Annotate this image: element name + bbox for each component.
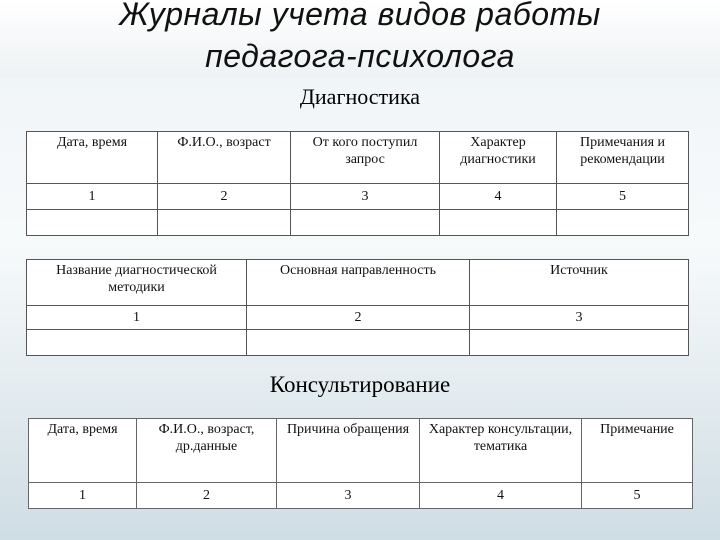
column-number: 1 (29, 483, 137, 509)
column-number: 3 (470, 306, 689, 330)
empty-cell (470, 330, 689, 356)
table-number-row (27, 306, 689, 330)
column-number: 2 (137, 483, 277, 509)
header-cell: От кого поступил запрос (291, 132, 440, 184)
empty-cell (291, 210, 440, 236)
empty-cell (247, 330, 470, 356)
diagnostic-methods-table (26, 259, 689, 356)
empty-cell (158, 210, 291, 236)
consulting-table (28, 418, 693, 509)
header-cell: Примечание (582, 419, 693, 483)
header-cell: Дата, время (29, 419, 137, 483)
table-number-row (27, 184, 689, 210)
header-cell: Название диагностической методики (27, 260, 247, 306)
section-heading-diagnostics: Диагностика (299, 84, 421, 109)
table-row (27, 210, 689, 236)
section-heading-consulting: Консультирование (269, 372, 451, 397)
table-header-row (27, 260, 689, 306)
header-cell: Причина обращения (277, 419, 420, 483)
header-cell: Примечания и рекомендации (557, 132, 689, 184)
column-number: 5 (557, 184, 689, 210)
header-cell: Ф.И.О., возраст (158, 132, 291, 184)
empty-cell (27, 330, 247, 356)
table-header-row (27, 132, 689, 184)
empty-cell (557, 210, 689, 236)
empty-cell (440, 210, 557, 236)
column-number: 4 (420, 483, 582, 509)
diagnostics-table (26, 131, 689, 236)
page-title-line-2: педагога-психолога (205, 38, 515, 74)
page-title-line-1: Журналы учета видов работы (119, 0, 601, 32)
column-number: 1 (27, 306, 247, 330)
header-cell: Источник (470, 260, 689, 306)
header-cell: Характер диагностики (440, 132, 557, 184)
header-cell: Основная направленность (247, 260, 470, 306)
column-number: 5 (582, 483, 693, 509)
header-cell: Ф.И.О., возраст, др.данные (137, 419, 277, 483)
header-cell: Характер консультации, тематика (420, 419, 582, 483)
column-number: 1 (27, 184, 158, 210)
header-cell: Дата, время (27, 132, 158, 184)
column-number: 3 (277, 483, 420, 509)
column-number: 3 (291, 184, 440, 210)
column-number: 4 (440, 184, 557, 210)
column-number: 2 (158, 184, 291, 210)
table-header-row (29, 419, 693, 483)
column-number: 2 (247, 306, 470, 330)
table-row (27, 330, 689, 356)
empty-cell (27, 210, 158, 236)
table-number-row (29, 483, 693, 509)
